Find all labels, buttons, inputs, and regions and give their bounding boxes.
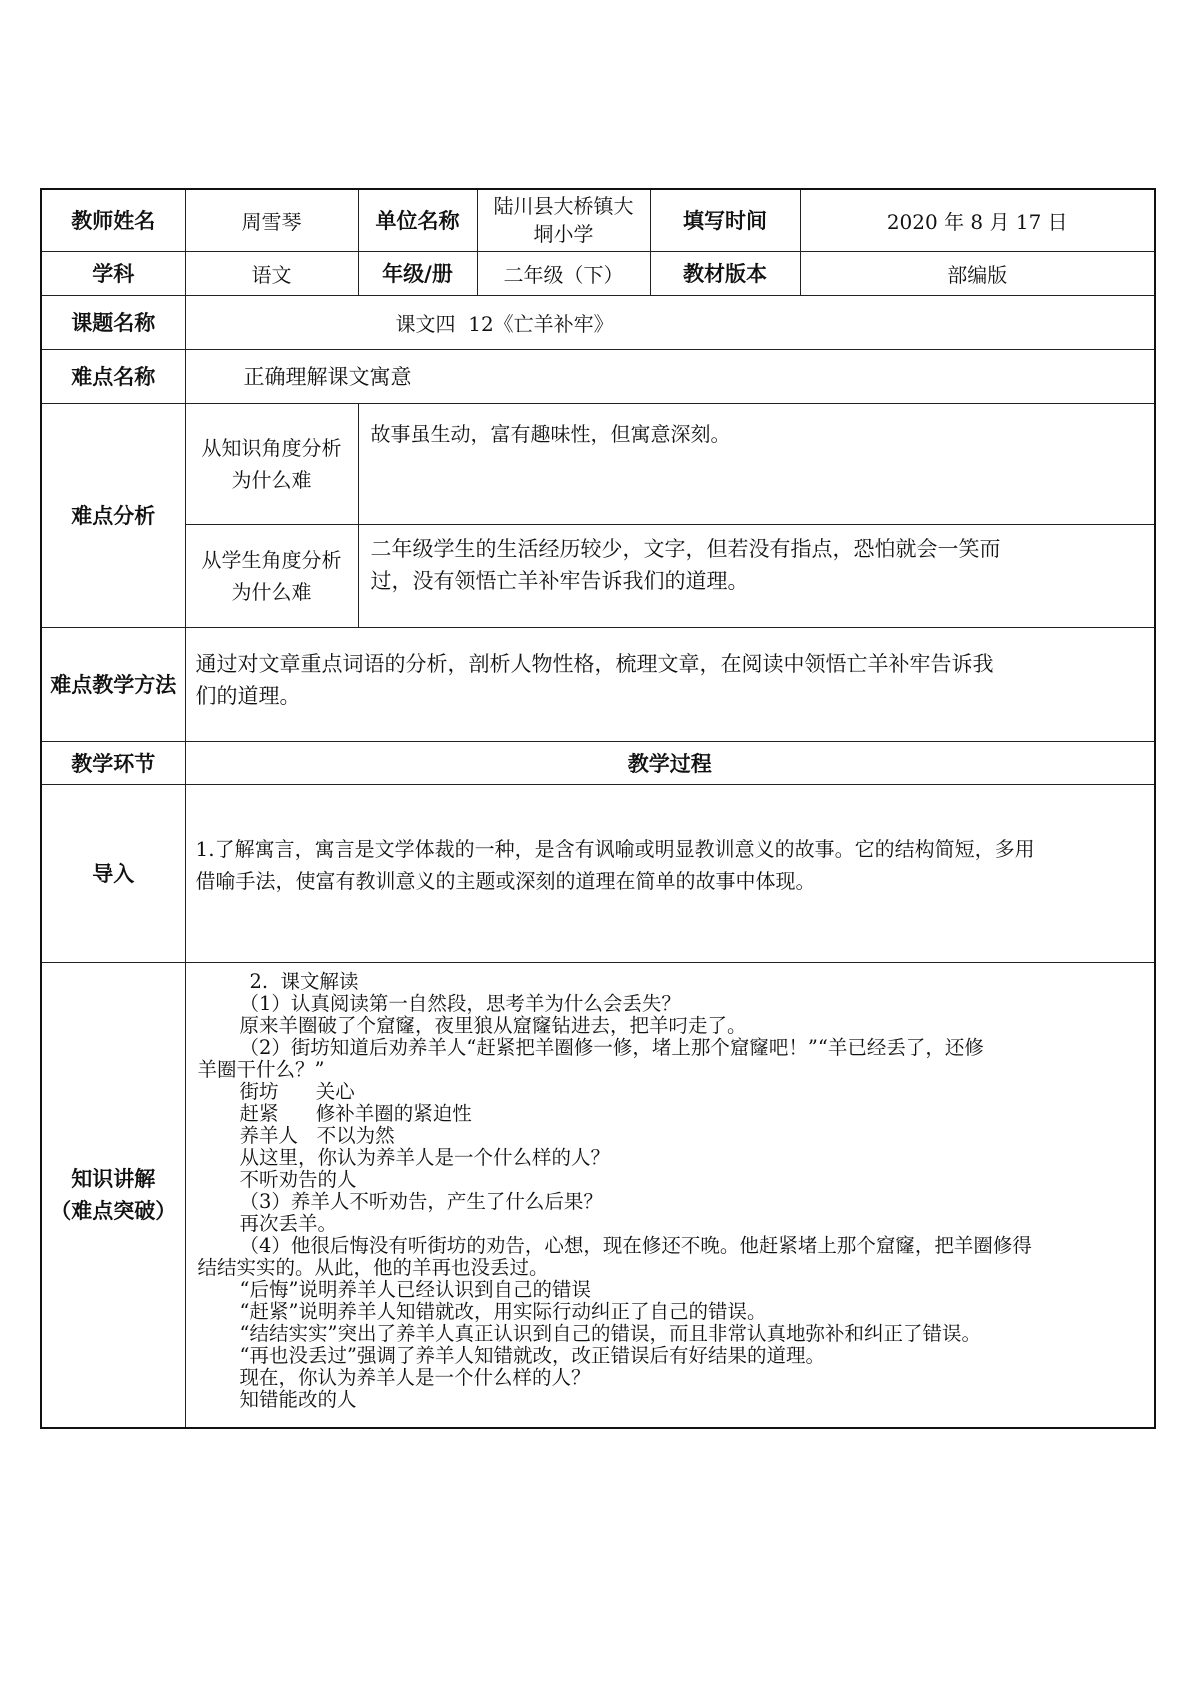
knowledge-line: “后悔”说明养羊人已经认识到自己的错误: [239, 1277, 591, 1301]
knowledge-line: 羊圈干什么？”: [197, 1057, 325, 1081]
knowledge-line: 街坊 关心: [239, 1079, 355, 1103]
knowledge-line: 赶紧 修补羊圈的紧迫性: [239, 1101, 472, 1125]
edition-label: 教材版本: [650, 251, 800, 295]
knowledge-line: 2. 课文解读: [249, 969, 359, 993]
knowledge-label: [41, 962, 185, 1428]
intro-row: [41, 784, 1155, 962]
knowledge-angle-value: [358, 403, 1155, 524]
student-angle-line1-text: 二年级学生的生活经历较少，文字，但若没有指点，恐怕就会一笑而: [370, 536, 1001, 561]
knowledge-line: 结结实实的。从此，他的羊再也没丢过。: [197, 1255, 549, 1279]
method-line1: 通过对文章重点词语的分析，剖析人物性格，梳理文章，在阅读中领悟亡羊补牢告诉我: [195, 651, 994, 676]
knowledge-label-line1: 知识讲解: [71, 1166, 156, 1191]
method-value: [185, 627, 1155, 741]
date-value: 2020 年 8 月 17 日: [800, 189, 1155, 251]
difficulty-text: 正确理解课文寓意: [243, 365, 412, 389]
knowledge-line: “结结实实”突出了养羊人真正认识到自己的错误，而且非常认真地弥补和纠正了错误。: [239, 1321, 981, 1345]
knowledge-angle-line1: 从知识角度分析: [201, 435, 342, 460]
knowledge-angle-line2: 为什么难: [231, 467, 312, 492]
method-row: [41, 627, 1155, 741]
analysis-row-student: [41, 524, 1155, 627]
difficulty-row: [41, 349, 1155, 403]
student-angle-line2-text: 过，没有领悟亡羊补牢告诉我们的道理。: [370, 568, 749, 593]
topic-value: [185, 295, 1155, 349]
knowledge-angle-label: [185, 403, 358, 524]
student-angle-value: [358, 524, 1155, 627]
edition-value: 部编版: [800, 251, 1155, 295]
unit-label: 单位名称: [358, 189, 477, 251]
knowledge-line: 再次丢羊。: [239, 1211, 338, 1235]
knowledge-line: （1）认真阅读第一自然段，思考羊为什么会丢失？: [239, 991, 681, 1015]
teacher-value: 周雪琴: [185, 189, 358, 251]
header-row-1: [41, 189, 1155, 251]
grade-value: 二年级（下）: [477, 251, 650, 295]
knowledge-label-line2: （难点突破）: [50, 1198, 177, 1223]
knowledge-line: 从这里，你认为养羊人是一个什么样的人？: [239, 1145, 611, 1169]
intro-line2: 借喻手法，使富有教训意义的主题或深刻的道理在简单的故事中体现。: [195, 868, 816, 893]
difficulty-value: [185, 349, 1155, 403]
knowledge-angle-text: 故事虽生动，富有趣味性，但寓意深刻。: [370, 421, 731, 446]
method-label: 难点教学方法: [41, 627, 185, 741]
topic-text: 课文四 12《亡羊补牢》: [395, 311, 614, 336]
knowledge-line: （2）街坊知道后劝养羊人“赶紧把羊圈修一修，堵上那个窟窿吧！”“羊已经丢了，还修: [239, 1035, 984, 1059]
knowledge-line: 知错能改的人: [239, 1387, 357, 1411]
difficulty-label: 难点名称: [41, 349, 185, 403]
stage-header: 教学环节: [41, 741, 185, 784]
subject-value: 语文: [185, 251, 358, 295]
knowledge-line: 现在，你认为养羊人是一个什么样的人？: [239, 1365, 591, 1389]
student-angle-line2: 为什么难: [231, 579, 312, 604]
lesson-plan-table: [40, 188, 1156, 1429]
knowledge-line: （3）养羊人不听劝告，产生了什么后果？: [239, 1189, 603, 1213]
knowledge-line: （4）他很后悔没有听街坊的劝告，心想，现在修还不晚。他赶紧堵上那个窟窿，把羊圈修得: [239, 1233, 1032, 1257]
knowledge-line: 原来羊圈破了个窟窿，夜里狼从窟窿钻进去，把羊叼走了。: [239, 1013, 747, 1037]
topic-label: 课题名称: [41, 295, 185, 349]
topic-row: [41, 295, 1155, 349]
teacher-label: 教师姓名: [41, 189, 185, 251]
knowledge-line: 不听劝告的人: [239, 1167, 357, 1191]
knowledge-line: “再也没丢过”强调了养羊人知错就改，改正错误后有好结果的道理。: [239, 1343, 825, 1367]
method-line2: 们的道理。: [195, 683, 301, 708]
intro-label: 导入: [41, 784, 185, 962]
knowledge-line: “赶紧”说明养羊人知错就改，用实际行动纠正了自己的错误。: [239, 1299, 767, 1323]
unit-value-line2: 垌小学: [533, 222, 594, 247]
process-header: 教学过程: [185, 741, 1155, 784]
grade-label: 年级/册: [358, 251, 477, 295]
unit-value-line1: 陆川县大桥镇大: [493, 194, 634, 219]
intro-line1: 1.了解寓言，寓言是文学体裁的一种，是含有讽喻或明显教训意义的故事。它的结构简短，多用: [195, 836, 1035, 861]
intro-content: [185, 784, 1155, 962]
unit-value: [477, 189, 650, 251]
knowledge-line: 养羊人 不以为然: [239, 1123, 395, 1147]
student-angle-line1: 从学生角度分析: [201, 547, 342, 572]
header-row-2: [41, 251, 1155, 295]
analysis-row-knowledge: [41, 403, 1155, 524]
knowledge-content: [185, 962, 1155, 1428]
date-label: 填写时间: [650, 189, 800, 251]
knowledge-row: [41, 962, 1155, 1428]
subject-label: 学科: [41, 251, 185, 295]
analysis-label: 难点分析: [41, 403, 185, 627]
student-angle-label: [185, 524, 358, 627]
process-header-row: [41, 741, 1155, 784]
